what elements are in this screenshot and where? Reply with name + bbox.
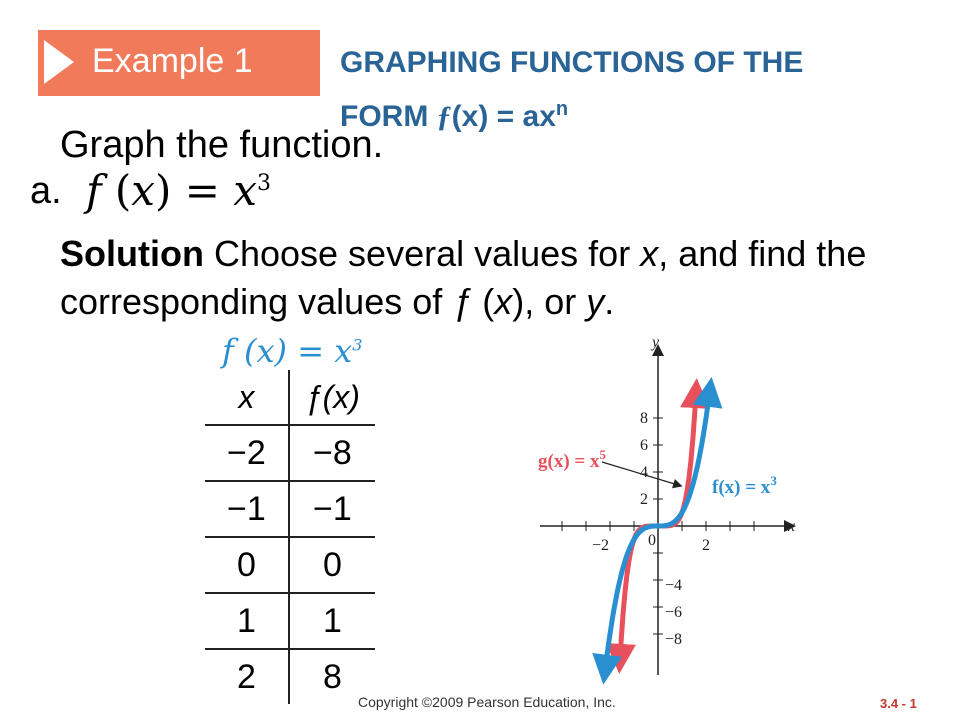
solution-x: x <box>640 233 659 274</box>
table-row <box>205 649 375 704</box>
slide-heading <box>340 40 940 140</box>
table-cell: 2 <box>205 649 289 704</box>
y-tick-label: 8 <box>640 410 648 427</box>
table-cell: −1 <box>289 481 375 537</box>
formula-f: f <box>86 166 102 215</box>
f-label: $f(x) = x^3$ <box>712 473 777 498</box>
table-cell: 0 <box>289 537 375 593</box>
solution-text <box>60 230 940 326</box>
formula-x2: x <box>233 166 257 215</box>
solution-part: Choose several values for <box>203 233 641 274</box>
function-graph <box>520 335 820 685</box>
part-formula <box>86 166 271 215</box>
solution-part: , and find the corresponding values of <box>60 233 867 322</box>
table-header-x: x <box>205 370 289 425</box>
formula-close: ) = <box>154 166 234 215</box>
y-tick-label: 2 <box>640 491 648 508</box>
example-label: Example 1 <box>92 42 253 80</box>
f-curve <box>658 392 710 526</box>
y-axis-label: y <box>652 335 660 351</box>
table-title <box>222 332 362 370</box>
heading-formula: (x) = ax <box>451 100 556 133</box>
y-tick-label: 4 <box>640 464 648 481</box>
table-header-fx: ƒ(x) <box>289 370 375 425</box>
play-arrow-icon <box>44 40 74 84</box>
table-cell: 8 <box>322 657 342 696</box>
table-cell: 0 <box>205 537 289 593</box>
table-cell: −1 <box>205 481 289 537</box>
instruction-text: Graph the function. <box>60 124 384 166</box>
heading-f-symbol: ƒ <box>436 100 452 133</box>
x-tick-label: −2 <box>592 537 610 554</box>
y-tick-label: 6 <box>640 437 648 454</box>
solution-f: ƒ <box>452 281 473 322</box>
y-tick-label: −6 <box>665 604 683 621</box>
solution-x: x <box>494 281 513 322</box>
solution-part: . <box>604 281 615 322</box>
g-curve <box>658 393 696 526</box>
solution-part: ), or <box>512 281 587 322</box>
x-axis-label: x <box>788 518 796 535</box>
solution-y: y <box>586 281 605 322</box>
table-row <box>205 537 375 593</box>
table-cell: 1 <box>289 593 375 649</box>
formula-open: ( <box>101 166 132 215</box>
table-title-exponent: 3 <box>352 335 363 355</box>
copyright-text: Copyright ©2009 Pearson Education, Inc. <box>358 694 616 710</box>
x-tick-label: 0 <box>648 532 656 549</box>
value-table <box>205 370 375 704</box>
table-cell: −2 <box>205 425 289 481</box>
heading-form-text: FORM <box>340 100 437 133</box>
solution-bold: Solution <box>60 233 204 274</box>
y-tick-label: −8 <box>665 631 683 648</box>
formula-x: x <box>131 166 155 215</box>
heading-line-2 <box>340 86 940 140</box>
solution-part: ( <box>472 281 495 322</box>
table-header-row <box>205 370 375 425</box>
x-tick-label: 2 <box>702 537 710 554</box>
y-tick-label: −4 <box>665 577 683 594</box>
g-label: $g(x) = x^5$ <box>538 447 606 472</box>
table-row <box>205 425 375 481</box>
part-label: a. <box>30 170 62 212</box>
table-row <box>205 481 375 537</box>
table-row <box>205 593 375 649</box>
heading-line-1: GRAPHING FUNCTIONS OF THE <box>340 46 804 79</box>
table-title-text: f (x) = x <box>222 332 353 370</box>
table-cell: 1 <box>205 593 289 649</box>
slide-number: 3.4 - 1 <box>880 696 917 711</box>
table-cell: −8 <box>289 425 375 481</box>
formula-exponent: 3 <box>256 171 271 196</box>
heading-exponent: n <box>555 98 569 120</box>
